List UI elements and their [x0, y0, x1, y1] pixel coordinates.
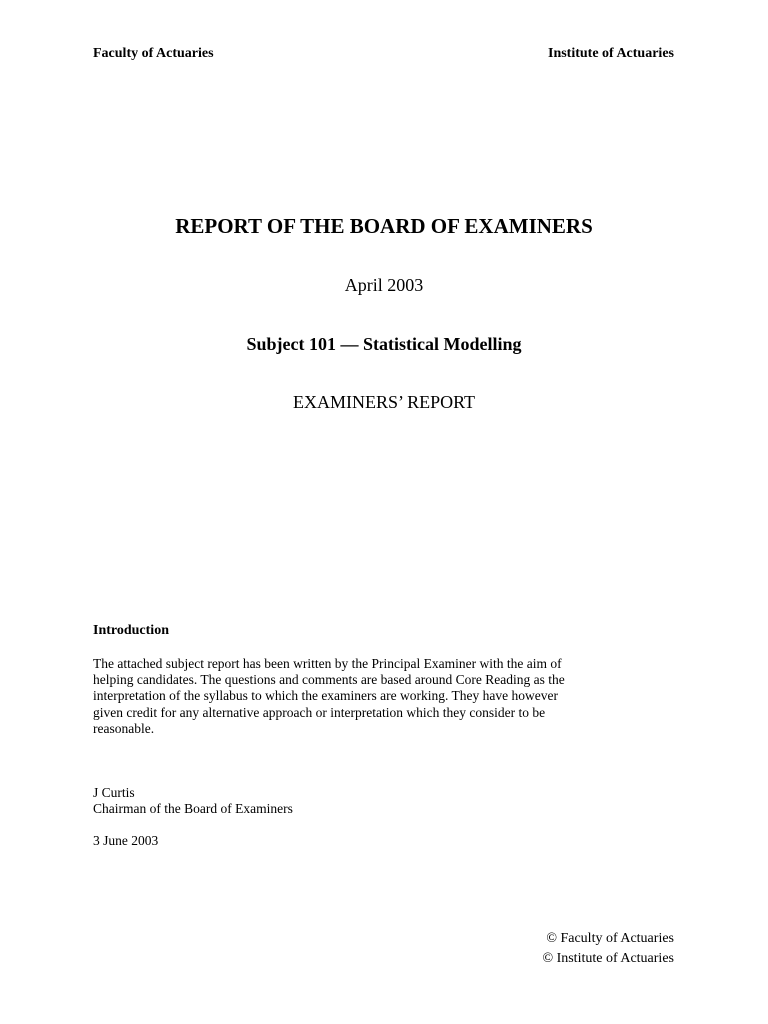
header-faculty: Faculty of Actuaries	[93, 46, 214, 61]
introduction-line: given credit for any alternative approach or interpretation which they consider to be	[93, 704, 546, 720]
copyright-block	[542, 929, 674, 969]
report-date: April 2003	[344, 275, 424, 295]
introduction-line: interpretation of the syllabus to which the examiners are working. They have however	[93, 688, 558, 704]
subject-line: Subject 101 — Statistical Modelling	[246, 334, 522, 354]
introduction-heading: Introduction	[93, 623, 169, 638]
header-institute: Institute of Actuaries	[548, 46, 674, 61]
introduction-line: helping candidates. The questions and comments are based around Core Reading as the	[93, 672, 565, 688]
report-title: REPORT OF THE BOARD OF EXAMINERS	[175, 214, 593, 238]
introduction-paragraph	[93, 656, 678, 737]
copyright-faculty: © Faculty of Actuaries	[546, 931, 674, 946]
signatory-role: Chairman of the Board of Examiners	[93, 801, 293, 817]
copyright-institute: © Institute of Actuaries	[542, 951, 674, 966]
document-type: EXAMINERS’ REPORT	[292, 392, 476, 412]
introduction-line: The attached subject report has been written by the Principal Examiner with the aim of	[93, 656, 562, 671]
signature-date: 3 June 2003	[93, 833, 159, 848]
introduction-line: reasonable.	[93, 720, 155, 736]
signatory-name: J Curtis	[93, 785, 135, 800]
signatory-block	[93, 785, 293, 817]
